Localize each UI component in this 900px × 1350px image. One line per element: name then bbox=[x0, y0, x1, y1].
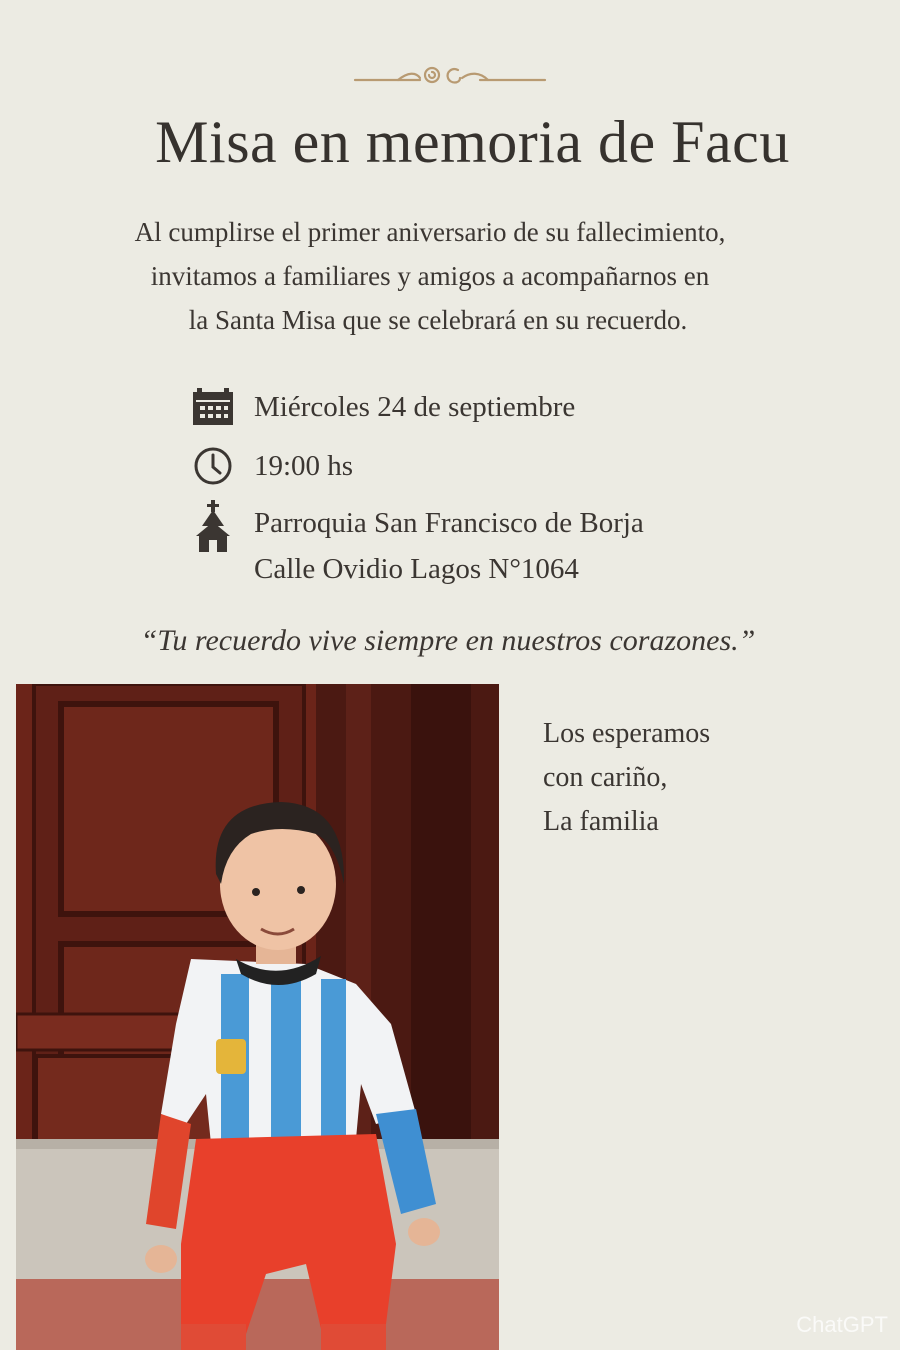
intro-line-1: Al cumplirse el primer aniversario de su fallecimiento, bbox=[134, 217, 726, 247]
closing-line-3: La familia bbox=[543, 806, 659, 837]
place-row bbox=[190, 500, 644, 592]
date-row bbox=[190, 384, 575, 430]
calendar-icon bbox=[190, 384, 236, 430]
parish-name: Parroquia San Francisco de Borja bbox=[254, 507, 644, 539]
church-icon bbox=[190, 500, 236, 552]
event-time: 19:00 hs bbox=[254, 450, 354, 482]
watermark: ChatGPT bbox=[796, 1312, 888, 1337]
intro-line-2: invitamos a familiares y amigos a acompañarnos en bbox=[150, 261, 710, 291]
memorial-quote: “Tu recuerdo vive siempre en nuestros corazones.” bbox=[140, 624, 756, 657]
place-text bbox=[254, 500, 644, 592]
time-row bbox=[190, 443, 353, 489]
intro-line-3: la Santa Misa que se celebrará en su recuerdo. bbox=[188, 305, 688, 335]
clock-icon bbox=[190, 443, 236, 489]
closing-line-2: con cariño, bbox=[543, 762, 668, 793]
event-date: Miércoles 24 de septiembre bbox=[254, 391, 576, 423]
intro-text bbox=[0, 210, 900, 342]
parish-address: Calle Ovidio Lagos N°1064 bbox=[254, 553, 579, 585]
closing-message bbox=[543, 712, 710, 844]
closing-line-1: Los esperamos bbox=[543, 718, 711, 749]
flourish-ornament bbox=[350, 58, 550, 92]
page-title: Misa en memoria de Facu bbox=[155, 109, 790, 175]
child-photo bbox=[16, 684, 499, 1350]
